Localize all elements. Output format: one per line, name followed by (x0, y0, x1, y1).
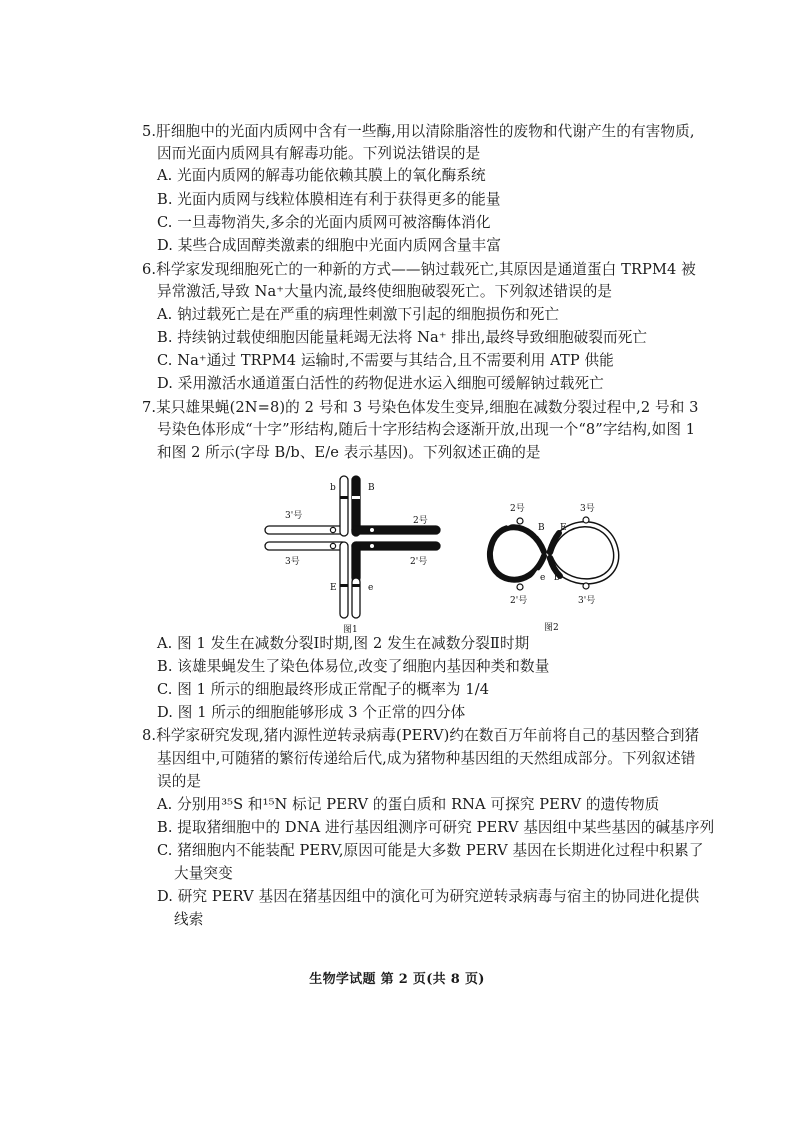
fig2-centromere-2prime (517, 584, 523, 590)
question-8-option-b: B. 提取猪细胞中的 DNA 进行基因组测序可研究 PERV 基因组中某些基因的碱基序列 (157, 819, 715, 836)
centromere-3prime (330, 527, 335, 532)
fig1-label-2prime: 2'号 (410, 557, 428, 567)
fig1-label-E: E (330, 583, 337, 593)
question-5-stem-line-2: 因而光面内质网具有解毒功能。下列说法错误的是 (157, 145, 481, 162)
question-6-option-c: C. Na⁺通过 TRPM4 运输时,不需要与其结合,且不需要利用 ATP 供能 (157, 352, 614, 369)
question-5-option-a: A. 光面内质网的解毒功能依赖其膜上的氧化酶系统 (157, 167, 486, 184)
fig1-label-B: B (368, 483, 375, 493)
fig2-label-3prime: 3'号 (578, 596, 596, 606)
page-footer: 生物学试题 第 2 页(共 8 页) (309, 972, 485, 987)
fig1-label-b: b (330, 483, 336, 493)
chromosome-3prime-upper-arm (340, 476, 348, 536)
centromere-3 (330, 543, 335, 548)
centromere-2 (369, 527, 374, 532)
question-8-option-c-line-1: C. 猪细胞内不能装配 PERV,原因可能是大多数 PERV 基因在长期进化过程中积累了 (157, 842, 704, 859)
question-8-option-c-line-2: 大量突变 (174, 865, 233, 882)
question-8-stem-line-2: 基因组中,可随猪的繁衍传递给后代,成为猪物种基因组的天然组成部分。下列叙述错 (157, 750, 696, 767)
question-8-option-d-line-2: 线索 (174, 911, 204, 928)
chromosome-2-right-arm (352, 526, 440, 534)
chromosome-2-loop (490, 527, 544, 579)
figure-1-caption: 图1 (343, 625, 358, 635)
question-7-stem-line-2: 号染色体形成“十字”形结构,随后十字形结构会逐渐开放,出现一个“8”字结构,如图 1 (157, 421, 696, 438)
question-6-stem-line-2: 异常激活,导致 Na⁺大量内流,最终使细胞破裂死亡。下列叙述错误的是 (157, 283, 613, 300)
fig1-label-e: e (368, 583, 374, 593)
question-5-option-d: D. 某些合成固醇类激素的细胞中光面内质网含量丰富 (157, 237, 502, 254)
question-6-option-d: D. 采用激活水通道蛋白活性的药物促进水运入细胞可缓解钠过载死亡 (157, 375, 604, 392)
question-5-stem-line-1: 5.肝细胞中的光面内质网中含有一些酶,用以清除脂溶性的废物和代谢产生的有害物质, (142, 123, 695, 140)
figure-1-cross-structure (255, 466, 455, 636)
question-5-option-b: B. 光面内质网与线粒体膜相连有利于获得更多的能量 (157, 191, 501, 208)
fig1-label-3: 3号 (285, 557, 300, 567)
question-5-option-c: C. 一旦毒物消失,多余的光面内质网可被溶酶体消化 (157, 214, 491, 231)
centromere-2prime (369, 543, 374, 548)
chromosome-2prime-lower-arm (352, 542, 360, 582)
question-6-option-b: B. 持续钠过载使细胞因能量耗竭无法将 Na⁺ 排出,最终导致细胞破裂而死亡 (157, 329, 648, 346)
question-8-stem-line-1: 8.科学家研究发现,猪内源性逆转录病毒(PERV)约在数百万年前将自己的基因整合到猪 (142, 727, 700, 744)
gene-b-marker (340, 496, 348, 499)
fig2-label-2: 2号 (510, 504, 525, 514)
fig2-label-b: b (554, 573, 560, 583)
question-7-option-a: A. 图 1 发生在减数分裂Ⅰ时期,图 2 发生在减数分裂Ⅱ时期 (157, 635, 530, 652)
question-8-option-d-line-1: D. 研究 PERV 基因在猪基因组中的演化可为研究逆转录病毒与宿主的协同进化提供 (157, 888, 700, 905)
question-8-option-a: A. 分别用³⁵S 和¹⁵N 标记 PERV 的蛋白质和 RNA 可探究 PERV 的遗传物质 (157, 796, 660, 813)
chromosome-3-lower-arm (340, 542, 348, 618)
question-7-option-d: D. 图 1 所示的细胞能够形成 3 个正常的四分体 (157, 704, 466, 721)
question-7-option-c: C. 图 1 所示的细胞最终形成正常配子的概率为 1/4 (157, 681, 490, 698)
fig2-centromere-3 (583, 517, 589, 523)
chromosome-2prime-right-arm (352, 542, 440, 550)
fig1-label-3prime: 3'号 (285, 511, 303, 521)
question-6-option-a: A. 钠过载死亡是在严重的病理性刺激下引起的细胞损伤和死亡 (157, 306, 560, 323)
figure-2-eight-structure (480, 500, 630, 635)
fig2-label-3: 3号 (580, 504, 595, 514)
fig1-label-2: 2号 (413, 516, 428, 526)
gene-B-marker (352, 496, 360, 499)
fig2-label-e: e (540, 573, 546, 583)
fig2-label-B: B (538, 523, 545, 533)
figure-2-caption: 图2 (544, 623, 559, 633)
gene-E-marker (340, 584, 348, 587)
fig2-centromere-3prime (583, 583, 589, 589)
question-8-stem-line-3: 误的是 (157, 773, 202, 790)
gene-e-marker (352, 584, 360, 587)
fig2-label-2prime: 2'号 (510, 596, 528, 606)
question-7-stem-line-1: 7.某只雄果蝇(2N=8)的 2 号和 3 号染色体发生变异,细胞在减数分裂过程中,2 号和 3 (142, 399, 699, 416)
fig2-label-E: E (560, 523, 567, 533)
question-7-option-b: B. 该雄果蝇发生了染色体易位,改变了细胞内基因种类和数量 (157, 658, 550, 675)
question-7-stem-line-3: 和图 2 所示(字母 B/b、E/e 表示基因)。下列叙述正确的是 (157, 444, 541, 461)
fig2-centromere-2 (517, 518, 523, 524)
question-6-stem-line-1: 6.科学家发现细胞死亡的一种新的方式——钠过载死亡,其原因是通道蛋白 TRPM4 被 (142, 261, 696, 278)
